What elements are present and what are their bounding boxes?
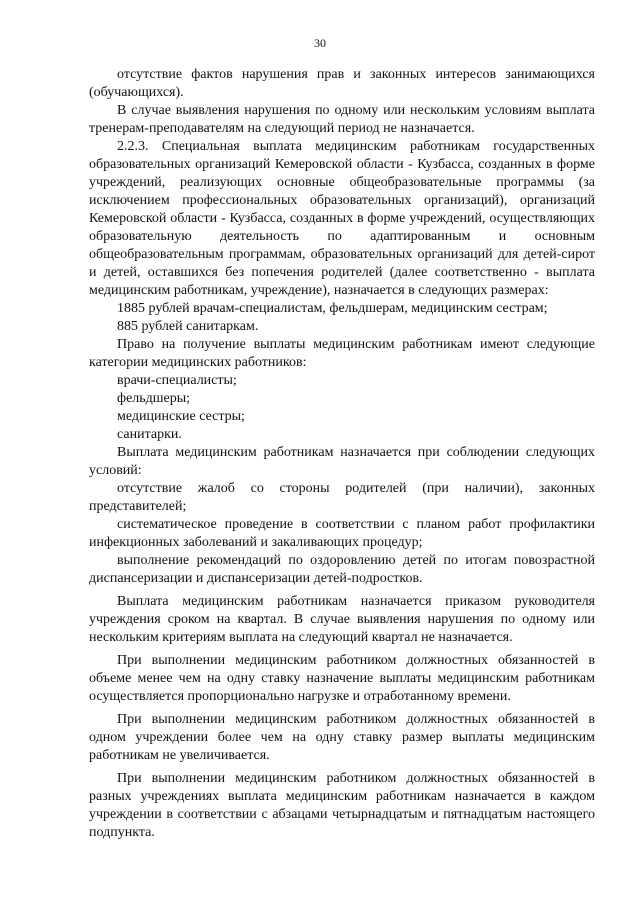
paragraph: медицинские сестры; bbox=[117, 409, 245, 424]
paragraph: выполнение рекомендаций по оздоровлению детей по итогам повозрастной диспансеризации и диспансеризации детей-подростков. bbox=[89, 553, 595, 586]
paragraph: фельдшеры; bbox=[117, 391, 191, 406]
paragraph: санитарки. bbox=[117, 427, 182, 442]
paragraph: отсутствие фактов нарушения прав и законных интересов занимающихся (обучающихся). bbox=[89, 67, 595, 100]
paragraph: отсутствие жалоб со стороны родителей (при наличии), законных представителей; bbox=[89, 481, 595, 514]
paragraph: При выполнении медицинским работником должностных обязанностей в одном учреждении более чем на одну ставку размер выплаты медицинским работникам не увеличивается. bbox=[89, 712, 595, 763]
paragraph: систематическое проведение в соответствии с планом работ профилактики инфекционных заболеваний и закаливающих процедур; bbox=[89, 517, 595, 550]
paragraph: Право на получение выплаты медицинским работникам имеют следующие категории медицинских работников: bbox=[89, 337, 595, 370]
paragraph: Выплата медицинским работникам назначается приказом руководителя учреждения сроком на квартал. В случае выявления нарушения по одному или нескольким критериям выплата на следующий квартал не назначается. bbox=[89, 594, 595, 645]
paragraph: 1885 рублей врачам-специалистам, фельдшерам, медицинским сестрам; bbox=[117, 301, 548, 316]
paragraph: 2.2.3. Специальная выплата медицинским работникам государственных образовательных организаций Кемеровской области - Кузбасса, созданных в форме учреждений, реализующих основные общеобразовательные программы (за исключением профессиональных образовательных организаций), организаций Кемеровской области - Кузбасса, созданных в форме учреждений, осуществляющих образовательную деятельность по адаптированным и основным общеобразовательным программам, образовательных организаций для детей-сирот и детей, оставшихся без попечения родителей (далее соответственно - выплата медицинским работникам, учреждение), назначается в следующих размерах: bbox=[89, 139, 595, 298]
paragraph: При выполнении медицинским работником должностных обязанностей в разных учреждениях выплата медицинским работникам назначается в каждом учреждении в соответствии с абзацами четырнадцатым и пятнадцатым настоящего подпункта. bbox=[89, 771, 595, 840]
page-number: 30 bbox=[314, 36, 326, 50]
paragraph: 885 рублей санитаркам. bbox=[117, 319, 259, 334]
paragraph: В случае выявления нарушения по одному или нескольким условиям выплата тренерам-преподавателям на следующий период не назначается. bbox=[89, 103, 595, 136]
document-body bbox=[89, 66, 595, 842]
paragraph: При выполнении медицинским работником должностных обязанностей в объеме менее чем на одну ставку назначение выплаты медицинским работникам осуществляется пропорционально нагрузке и отработанному времени. bbox=[89, 653, 595, 704]
paragraph: Выплата медицинским работникам назначается при соблюдении следующих условий: bbox=[89, 445, 595, 478]
paragraph: врачи-специалисты; bbox=[117, 373, 237, 388]
